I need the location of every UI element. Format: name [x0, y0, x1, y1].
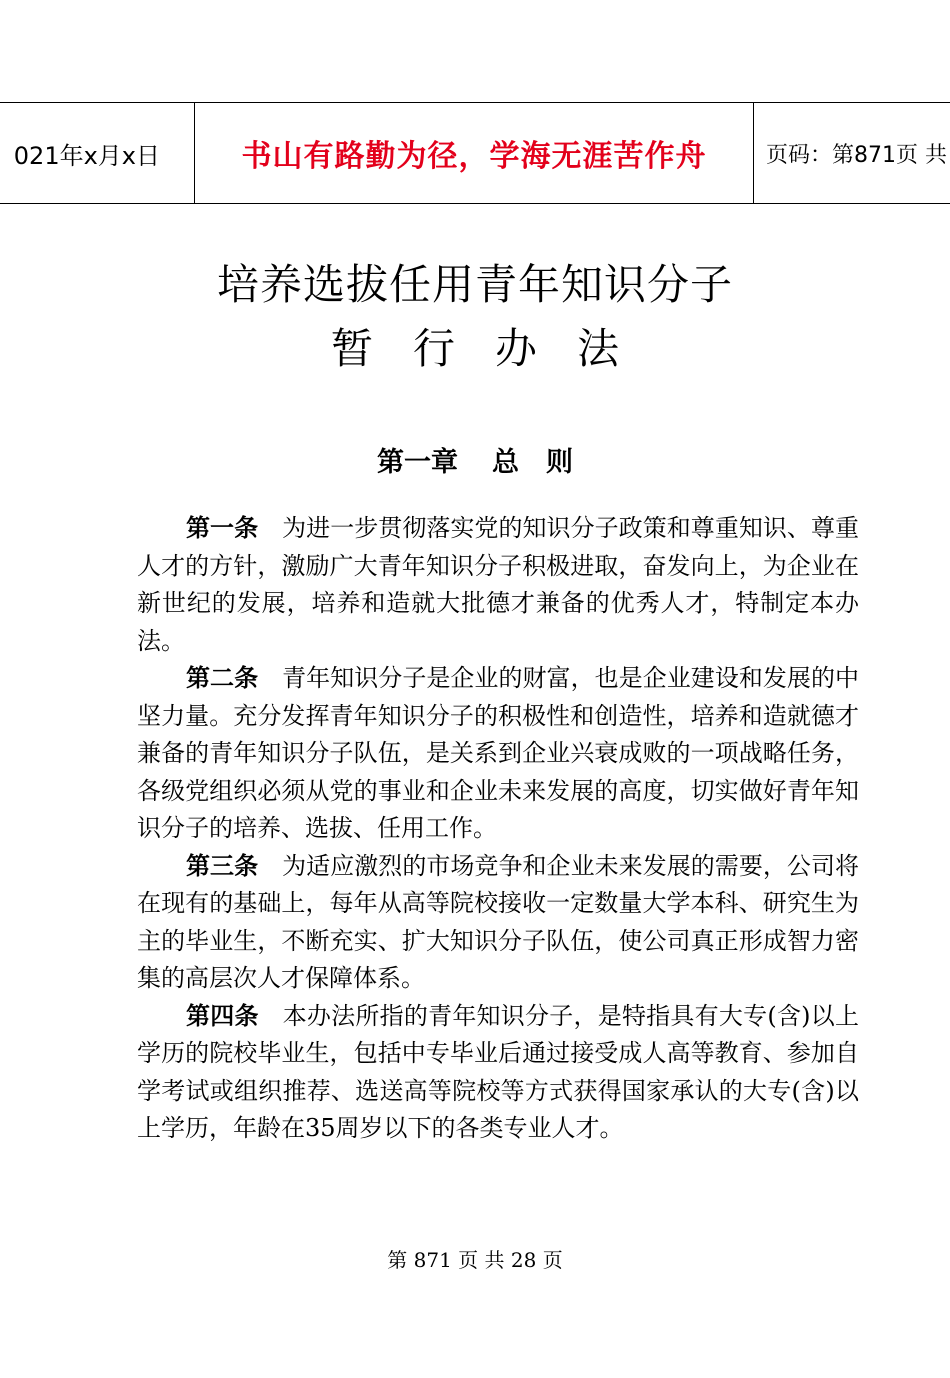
- article-text: 为适应激烈的市场竞争和企业未来发展的需要，公司将在现有的基础上，每年从高等院校接收一定数量大学本科、研究生为主的毕业生，不断充实、扩大知识分子队伍，使公司真正形成智力密集的高层次人才保障体系。: [137, 851, 860, 992]
- document-title: 培养选拔任用青年知识分子: [216, 260, 733, 309]
- page-header: [0, 102, 950, 204]
- document-subtitle: 暂行办法: [330, 324, 659, 373]
- chapter-heading: [0, 440, 950, 479]
- article-4: [137, 998, 859, 1148]
- document-body: [137, 510, 859, 1148]
- article-2: [137, 660, 859, 848]
- header-date: 021年x月x日: [13, 141, 160, 170]
- chapter-number: 第一章: [377, 447, 458, 478]
- chapter-name: 总 则: [492, 447, 573, 478]
- header-motto: 书山有路勤为径，学海无涯苦作舟: [194, 103, 754, 203]
- article-label: 第四条: [186, 1001, 259, 1030]
- article-label: 第三条: [186, 851, 259, 880]
- article-text: 本办法所指的青年知识分子，是特指具有大专(含)以上学历的院校毕业生，包括中专毕业后通过接受成人高等教育、参加自学考试或组织推荐、选送高等院校等方式获得国家承认的大专(含)以上学历，年龄在35周岁以下的各类专业人才。: [137, 1001, 859, 1142]
- page-footer: 第 871 页 共 28 页: [387, 1248, 563, 1272]
- article-text: 青年知识分子是企业的财富，也是企业建设和发展的中坚力量。充分发挥青年知识分子的积极性和创造性，培养和造就德才兼备的青年知识分子队伍，是关系到企业兴衰成败的一项战略任务，各级党组织必须从党的事业和企业未来发展的高度，切实做好青年知识分子的培养、选拔、任用工作。: [137, 664, 860, 842]
- article-label: 第二条: [186, 664, 259, 692]
- article-1: [137, 510, 859, 660]
- article-3: [137, 848, 859, 998]
- article-label: 第一条: [186, 514, 259, 542]
- header-page-number: 页码：第871页 共: [766, 142, 947, 168]
- article-text: 为进一步贯彻落实党的知识分子政策和尊重知识、尊重人才的方针，激励广大青年知识分子积极进取，奋发向上，为企业在新世纪的发展，培养和造就大批德才兼备的优秀人才，特制定本办法。: [137, 514, 860, 655]
